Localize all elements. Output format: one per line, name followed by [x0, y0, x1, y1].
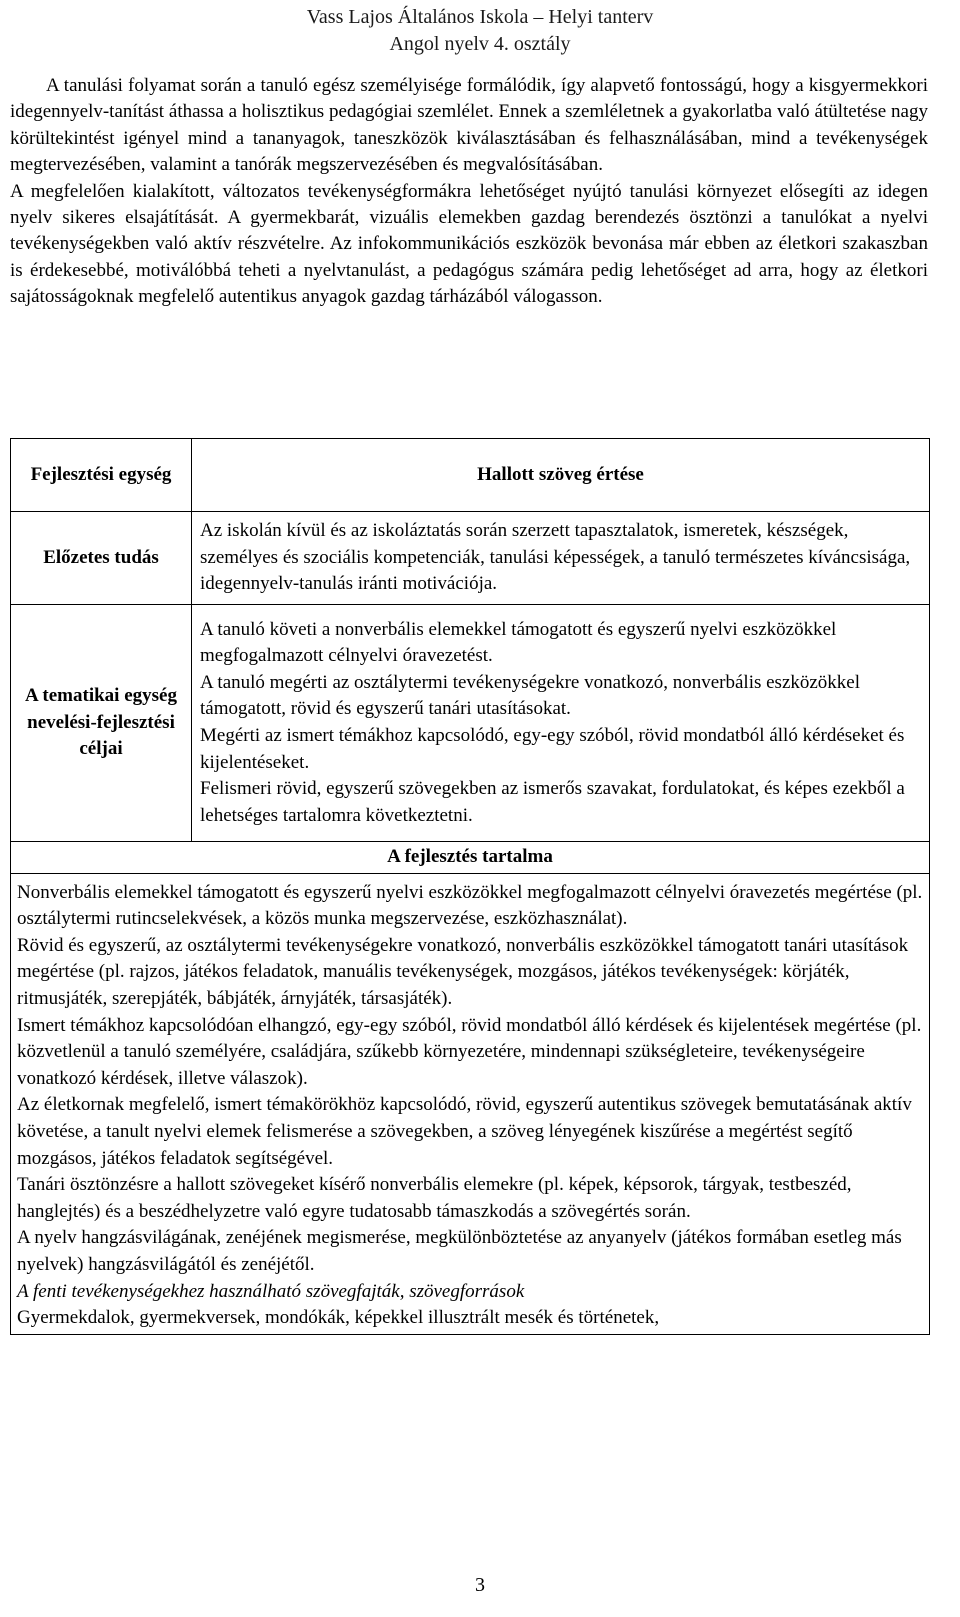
- unit-label: Fejlesztési egység: [11, 439, 192, 512]
- prior-knowledge-label: Előzetes tudás: [11, 512, 192, 605]
- content-body: [11, 873, 930, 1334]
- content-row: [11, 873, 930, 1334]
- text-types-title: A fenti tevékenységekhez használható szövegfajták, szövegforrások: [17, 1280, 525, 1302]
- prior-knowledge-row: [11, 512, 930, 605]
- content-item: Ismert témákhoz kapcsolódóan elhangzó, egy-egy szóból, rövid mondatból álló kérdések és kijelentések megértése (pl. közvetlenül a tanuló személyére, családjára, szűkebb környezetére, mindennapi szükségleteire, tevékenységeire vonatkozó kérdések, illetve válaszok).: [17, 1014, 922, 1089]
- goal-item: Felismeri rövid, egyszerű szövegekben az ismerős szavakat, fordulatokat, és képes ezekből a lehetséges tartalomra következtetni.: [200, 778, 905, 826]
- goals-label: A tematikai egység nevelési-fejlesztési céljai: [11, 605, 192, 842]
- content-title: A fejlesztés tartalma: [11, 842, 930, 874]
- text-types-list: Gyermekdalok, gyermekversek, mondókák, képekkel illusztrált mesék és történetek,: [17, 1307, 660, 1329]
- goals-value: [192, 605, 930, 842]
- intro-paragraph-1: A tanulási folyamat során a tanuló egész személyisége formálódik, így alapvető fontosságú, hogy a kisgyermekkori idegennyelv-tanítást áthassa a holisztikus pedagógiai szemlélet. Ennek a szemléletnek a gyakorlatba való átültetése nagy körültekintést igényel mind a tananyagok, taneszközök kiválasztásában és felhasználásában, mind a tevékenységek megtervezésében, valamint a tanórák megszervezésében és megvalósításában.: [10, 75, 928, 176]
- content-title-row: [11, 842, 930, 874]
- intro-text: [10, 73, 928, 311]
- intro-paragraph-2: A megfelelően kialakított, változatos tevékenységformákra lehetőséget nyújtó tanulási környezet elősegíti az idegen nyelv sikeres elsajátítását. A gyermekbarát, vizuális elemekben gazdag berendezés ösztönzi a tanulókat a nyelvi tevékenységekben való aktív részvételre. Az infokommunikációs eszközök bevonása már ebben az életkori szakaszban is érdekesebbé, motiválóbbá teheti a nyelvtanulást, a pedagógus számára pedig lehetőséget ad arra, hogy az életkori sajátosságoknak megfelelő autentikus anyagok gazdag tárházából válogasson.: [10, 180, 928, 308]
- subject-title: Angol nyelv 4. osztály: [389, 33, 571, 55]
- unit-value: Hallott szöveg értése: [192, 439, 930, 512]
- content-item: Tanári ösztönzésre a hallott szövegeket kísérő nonverbális elemekre (pl. képek, képsorok, tárgyak, testbeszéd, hanglejtés) és a beszédhelyzetre való egyre tudatosabb támaszkodás a szövegértés során.: [17, 1174, 852, 1222]
- prior-knowledge-value: Az iskolán kívül és az iskoláztatás során szerzett tapasztalatok, ismeretek, készségek, személyes és szociális kompetenciák, tanulási képességek, a tanuló természetes kíváncsisága, idegennyelv-tanulás iránti motivációja.: [192, 512, 930, 605]
- unit-row: [11, 439, 930, 512]
- content-item: Nonverbális elemekkel támogatott és egyszerű nyelvi eszközökkel megfogalmazott célnyelvi óravezetés megértése (pl. osztálytermi rutincselekvések, a közös munka megszervezése, eszközhasználat).: [17, 881, 923, 930]
- content-item: Rövid és egyszerű, az osztálytermi tevékenységekre vonatkozó, nonverbális eszközökkel támogatott tanári utasítások megértése (pl. rajzos, játékos feladatok, manuális tevékenységek, mozgásos, játékos tevékenységek: körjáték, ritmusjáték, szerepjáték, bábjáték, árnyjáték, társasjáték).: [17, 934, 909, 1009]
- content-item: A nyelv hangzásvilágának, zenéjének megismerése, megkülönböztetése az anyanyelv (játékos formában esetleg más nyelvek) hangzásvilágától és zenéjétől.: [17, 1227, 902, 1275]
- school-title: Vass Lajos Általános Iskola – Helyi tanterv: [306, 6, 654, 28]
- curriculum-table: [10, 438, 930, 1335]
- goal-item: A tanuló követi a nonverbális elemekkel támogatott és egyszerű nyelvi eszközökkel megfogalmazott célnyelvi óravezetést.: [200, 618, 837, 667]
- goal-item: Megérti az ismert témákhoz kapcsolódó, egy-egy szóból, rövid mondatból álló kérdéseket és kijelentéseket.: [200, 725, 905, 773]
- goals-row: [11, 605, 930, 842]
- page-header: [0, 4, 960, 58]
- goal-item: A tanuló megérti az osztálytermi tevékenységekre vonatkozó, nonverbális eszközökkel támogatott, rövid és egyszerű tanári utasításokat.: [200, 671, 861, 720]
- page-number: 3: [475, 1574, 485, 1596]
- content-item: Az életkornak megfelelő, ismert témakörökhöz kapcsolódó, rövid, egyszerű autentikus szövegek bemutatásának aktív követése, a tanult nyelvi elemek felismerése a szövegekben, a szöveg lényegének kiszűrése a megértést segítő mozgásos, játékos feladatok segítségével.: [17, 1094, 912, 1169]
